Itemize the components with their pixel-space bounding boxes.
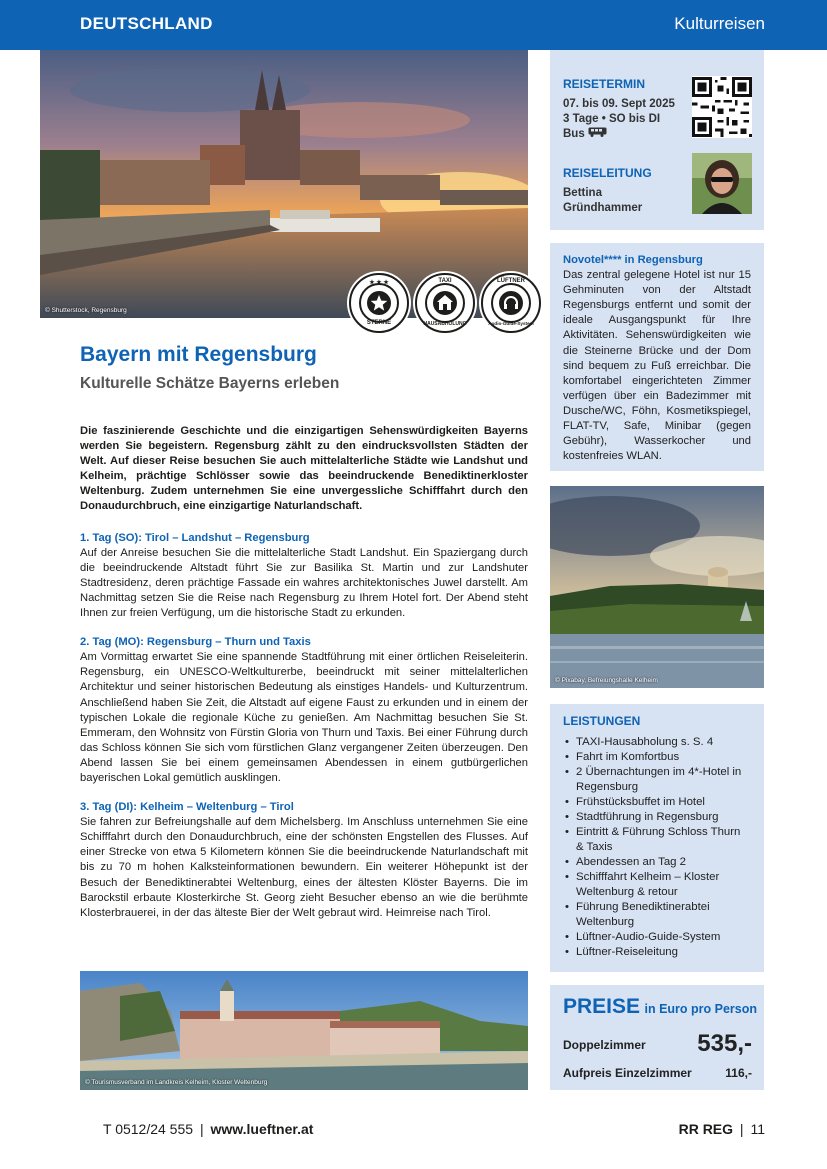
leistung-item: • TAXI-Hausabholung s. S. 4 [563,735,751,750]
prices-panel [550,985,764,1090]
bus-icon [588,128,608,140]
info-panel [550,50,764,230]
leistungen-panel [550,704,764,972]
photo-credit: © Pixabay, Befreiungshalle Kelheim [555,677,658,684]
qr-code[interactable] [692,76,752,138]
leistung-item: • Führung Benediktinerabtei Weltenburg [563,900,751,930]
reiseleitung-heading: REISELEITUNG [563,166,652,180]
reisetermin-duration: 3 Tage • SO bis DI [563,113,661,125]
leistung-item: • Frühstücksbuffet im Hotel [563,795,751,810]
hotel-name: Novotel**** in Regensburg [563,254,703,266]
page-title: Bayern mit Regensburg [80,343,317,366]
stars-badge: ★ ★ ★ STERNE [349,273,409,333]
single-room-row [563,1066,752,1084]
footer-contact: T 0512/24 555 | www.lueftner.at [103,1121,314,1137]
hotel-panel [550,243,764,471]
single-room-label: Aufpreis Einzelzimmer [563,1066,692,1080]
taxi-badge-label: TAXI [438,278,452,284]
leistung-item: • Schifffahrt Kelheim – Kloster Weltenburg & retour [563,870,751,900]
day-1-heading: 1. Tag (SO): Tirol – Landshut – Regensburg [80,531,310,544]
guide-portrait [692,153,752,214]
footer-code: RR REG [678,1121,734,1137]
day-3-text: Sie fahren zur Befreiungshalle auf dem Michelsberg. Im Anschluss unternehmen Sie eine Schifffahrt durch den Donaudurchbruch, eine der schönsten Engstellen des Flusses. Auf einer Strecke von etwa 5 Kilometern können Sie die beeindruckende Naturlandschaft mit bis zu 70 m hohen Kalksteinformationen bewundern. Ein weiterer Höhepunkt ist der Besuch der Benediktinerabtei Weltenburg, eines der ältesten Klöster Bayerns. Die im Barockstil erbaute Klosterkirche St. Georg zieht Besucher ebenso an wie die berühmte Klosterbrauerei, in der das älteste Bier der Welt gebraut wird. Heimreise nach Tirol. [80,816,528,919]
day-1-text: Auf der Anreise besuchen Sie die mittelalterliche Stadt Landshut. Ein Spaziergang durch die beeindruckende Altstadt führt Sie zur Basilika St. Martin und zur Landshuter Stadtresidenz, deren prächtige Fassade ein wahres architektonisches Juwel darstellt. Am Nachmittag setzen Sie die Reise nach Regensburg zu Ihrem Hotel fort. Der Abend steht Ihnen zur freien Verfügung, um die historische Stadt zu erkunden. [80,546,528,620]
page-number: 11 [750,1121,765,1137]
taxi-badge [415,273,475,333]
leistung-item: • Lüftner-Audio-Guide-System [563,930,751,945]
leistung-item: • Stadtführung in Regensburg [563,810,751,825]
header-bar [0,0,827,50]
headphones-icon [491,283,531,323]
double-room-price: 535,- [697,1030,752,1057]
day-2-text: Am Vormittag erwartet Sie eine spannende Stadtführung mit einer örtlichen Reiseleiterin. Regensburg, ein UNESCO-Weltkulturerbe, beeindruckt mit seiner mittelalterlichen Architektur und seiner historischen Bedeutung als einstiges Handels- und Kulturzentrum. Anschließend haben Sie Zeit, die Altstadt auf eigene Faust zu erkunden und in einem der typischen Lokale die regionale Küche zu genießen. Am Nachmittag besuchen Sie St. Emmeram, den Wohnsitz von Fürstin Gloria von Thurn und Taxis. Bei einer Führung durch das Schloss können Sie sich vom fürstlichen Glanz vergangener Zeiten überzeugen. Den Abend lassen Sie bei einem gemeinsamen Abendessen in einem gutbürgerlichen bayerischen Lokal gemütlich ausklingen. [80,651,528,784]
single-room-price: 116,- [725,1066,752,1080]
leistungen-heading: LEISTUNGEN [563,714,641,728]
leistungen-list [563,735,751,960]
reisetermin-heading: REISETERMIN [563,77,646,91]
photo-credit: © Tourismusverband im Landkreis Kelheim, Kloster Weltenburg [85,1079,268,1086]
befreiungshalle-photo [550,486,764,688]
weltenburg-photo [80,971,528,1090]
house-icon [425,283,465,323]
leistung-item: • Eintritt & Führung Schloss Thurn & Taxis [563,825,751,855]
prices-unit: in Euro pro Person [644,1002,757,1016]
taxi-badge-sublabel: HAUSABHOLUNG [423,321,467,327]
itinerary [80,424,528,935]
prices-heading: PREISE [563,995,641,1018]
guide-last-name: Gründhammer [563,202,643,214]
day-3-heading: 3. Tag (DI): Kelheim – Weltenburg – Tirol [80,801,294,814]
intro-paragraph: Die faszinierende Geschichte und die einzigartigen Sehenswürdigkeiten Bayerns werden Sie begeistern. Regensburg zählt zu den eindrucksvollsten Städten der Welt. Auf dieser Reise besuchen Sie auch mittelalterliche Städte wie Landshut und Kelheim, prächtige Schlösser sowie das beeindruckende Benediktinerkloster Weltenburg. Zudem unternehmen Sie eine unvergessliche Schifffahrt durch den Donaudurchbruch, eine einzigartige Naturlandschaft. [80,425,528,513]
stars-badge-label: STERNE [366,320,392,326]
footer-page: RR REG | 11 [678,1121,765,1137]
page-subtitle: Kulturelle Schätze Bayerns erleben [80,375,340,392]
footer-website[interactable]: www.lueftner.at [210,1121,314,1137]
country-label: DEUTSCHLAND [80,14,213,33]
reisetermin-dates: 07. bis 09. Sept 2025 [563,98,675,110]
category-label: Kulturreisen [674,14,765,33]
star-icon [359,283,399,323]
transport-label: Bus [563,128,585,140]
hotel-description: Das zentral gelegene Hotel ist nur 15 Gehminuten von der Altstadt Regensburgs entfernt und somit der ideale Ausgangspunkt für Ihre Aktivitäten. Sehenswürdigkeiten wie die Steinerne Brücke und der Dom sind bequem zu Fuß erreichbar. Die komfortabel eingerichteten Zimmer verfügen über ein Badezimmer mit Dusche/WC, Föhn, Kosmetikspiegel, FLAT-TV, Safe, Minibar (gegen Gebühr), Wasserkocher und kostenfreies WLAN. [563,269,751,463]
leistung-item: • Fahrt im Komfortbus [563,750,751,765]
footer-phone: T 0512/24 555 [103,1121,194,1137]
guide-first-name: Bettina [563,187,602,199]
audio-badge-sublabel: Audio-Guide-System [488,321,534,326]
audio-badge-label: LÜFTNER [497,278,525,284]
photo-credit: © Shutterstock, Regensburg [45,307,127,314]
double-room-row [563,1030,752,1056]
double-room-label: Doppelzimmer [563,1038,646,1052]
leistung-item: • Lüftner-Reiseleitung [563,945,751,960]
leistung-item: • 2 Übernachtungen im 4*-Hotel in Regensburg [563,765,751,795]
leistung-item: • Abendessen an Tag 2 [563,855,751,870]
reisetermin-transport [563,127,675,142]
day-2-heading: 2. Tag (MO): Regensburg – Thurn und Taxis [80,636,311,649]
audio-guide-badge [481,273,541,333]
